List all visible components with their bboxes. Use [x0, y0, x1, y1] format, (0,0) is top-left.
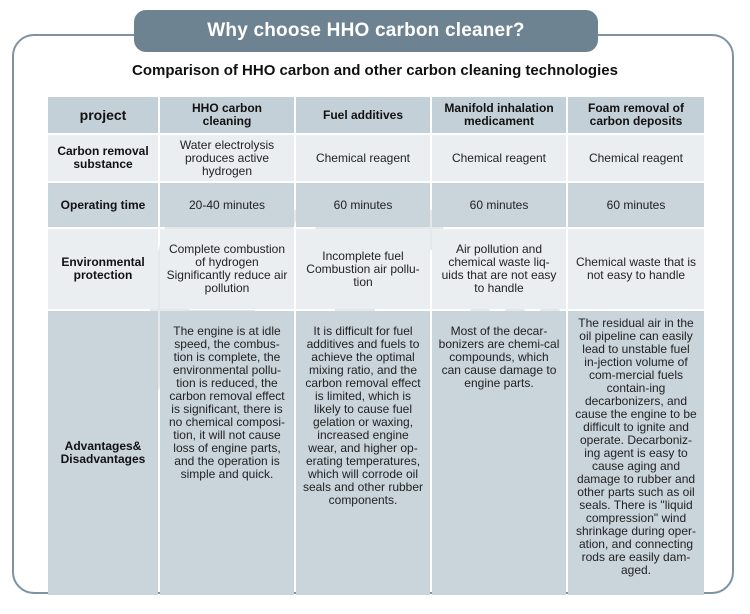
- row-label-operating-time: Operating time: [48, 183, 158, 227]
- table-cell: It is difficult for fuel additives and fuels to achieve the optimal mixing ratio, and the carbon removal effect is limited, which is likely to cause fuel gelation or waxing, increased engine wear, and higher op-erating temperatures, which will corrode oil seals and other rubber components.: [296, 311, 430, 595]
- title-banner: [134, 10, 598, 52]
- comparison-table: [48, 97, 706, 595]
- table-cell: 60 minutes: [432, 183, 566, 227]
- table-cell: Air pollution and chemical waste liq-uids that are not easy to handle: [432, 229, 566, 309]
- table-cell: The residual air in the oil pipeline can easily lead to unstable fuel in-jection volume of com-mercial fuels contain-ing decarbonizers, and cause the engine to be difficult to ignite and operate. Decarboniz-ing agent is easy to cause aging and damage to rubber and other parts such as oil seals. There is "liquid compression" wind shrinkage during oper-ation, and connecting rods are easily dam-aged.: [568, 311, 704, 595]
- table-cell: Chemical reagent: [296, 135, 430, 181]
- table-caption: Comparison of HHO carbon and other carbon cleaning technologies: [132, 62, 618, 79]
- table-cell: Chemical waste that is not easy to handle: [568, 229, 704, 309]
- table-cell: The engine is at idle speed, the combus-tion is complete, the environmental pollu-tion is reduced, the carbon removal effect is significant, there is no chemical composi-tion, it will not cause loss of engine parts, and the operation is simple and quick.: [160, 311, 294, 595]
- table-cell: 20-40 minutes: [160, 183, 294, 227]
- table-cell: Water electrolysis produces active hydrogen: [160, 135, 294, 181]
- table-cell: Chemical reagent: [432, 135, 566, 181]
- row-label-substance: Carbon removal substance: [48, 135, 158, 181]
- table-cell: 60 minutes: [296, 183, 430, 227]
- column-header-manifold: Manifold inhalation medicament: [432, 97, 566, 133]
- table-cell: Most of the decar-bonizers are chemi-cal compounds, which can cause damage to engine parts.: [432, 311, 566, 595]
- table-cell: Incomplete fuel Combustion air pollu-tion: [296, 229, 430, 309]
- column-header-foam: Foam removal of carbon deposits: [568, 97, 704, 133]
- table-cell: Chemical reagent: [568, 135, 704, 181]
- page-title: Why choose HHO carbon cleaner?: [207, 20, 525, 41]
- row-label-advantages: Advantages& Disadvantages: [48, 311, 158, 595]
- column-header-project: project: [48, 97, 158, 133]
- table-cell: Complete combustion of hydrogen Significantly reduce air pollution: [160, 229, 294, 309]
- row-label-environmental: Environmental protection: [48, 229, 158, 309]
- table-cell: 60 minutes: [568, 183, 704, 227]
- column-header-fuel-additives: Fuel additives: [296, 97, 430, 133]
- column-header-hho: HHO carbon cleaning: [160, 97, 294, 133]
